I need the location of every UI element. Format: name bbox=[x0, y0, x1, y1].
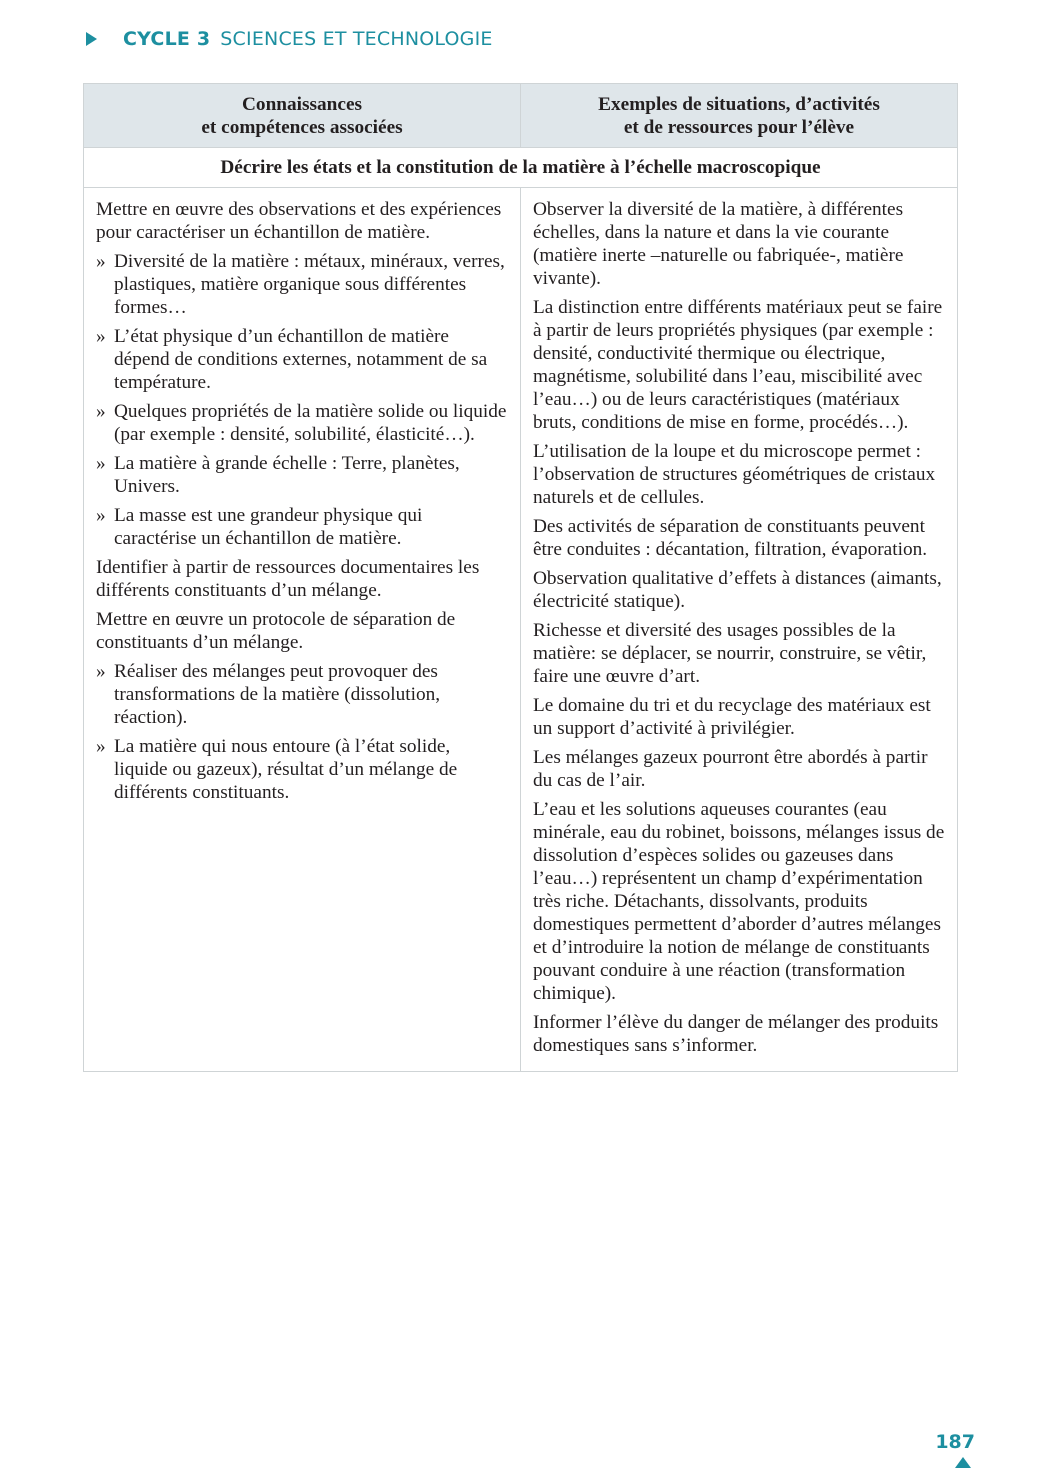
knowledge-cell bbox=[84, 188, 521, 1072]
column-header-examples bbox=[521, 84, 958, 148]
knowledge-paragraph: Identifier à partir de ressources documentaires les différents constituants d’un mélange. bbox=[96, 557, 480, 601]
column-header-line: Exemples de situations, d’activités bbox=[598, 94, 880, 115]
bullet-text: La matière qui nous entoure (à l’état solide, liquide ou gazeux), résultat d’un mélange de différents constituants. bbox=[114, 736, 458, 803]
example-paragraph: Les mélanges gazeux pourront être abordés à partir du cas de l’air. bbox=[533, 747, 928, 791]
examples-cell bbox=[521, 188, 958, 1072]
bullet-item bbox=[96, 325, 508, 394]
bullet-item bbox=[96, 452, 508, 498]
page-footer bbox=[915, 1431, 975, 1468]
column-header-line: Connaissances bbox=[242, 94, 362, 115]
bullet-marker: » bbox=[96, 326, 106, 347]
bullet-marker: » bbox=[96, 661, 106, 682]
example-paragraph: Le domaine du tri et du recyclage des matériaux est un support d’activité à privilégier. bbox=[533, 695, 931, 739]
example-paragraph: L’eau et les solutions aqueuses courantes (eau minérale, eau du robinet, boissons, mélanges issus de dissolution d’espèces solides ou gazeuses dans l’eau…) représentent un champ d’expérimentation très riche. Détachants, dissolvants, produits domestiques permettent d’aborder d’autres mélanges et d’introduire la notion de mélange de constituants pouvant conduire à une réaction (transformation chimique). bbox=[533, 799, 945, 1004]
bullet-marker: » bbox=[96, 453, 106, 474]
page-number: 187 bbox=[935, 1431, 975, 1453]
example-paragraph: Informer l’élève du danger de mélanger des produits domestiques sans s’informer. bbox=[533, 1012, 939, 1056]
running-header bbox=[86, 24, 493, 54]
bullet-text: Quelques propriétés de la matière solide ou liquide (par exemple : densité, solubilité, élasticité…). bbox=[114, 401, 507, 445]
bullet-text: L’état physique d’un échantillon de matière dépend de conditions externes, notamment de sa température. bbox=[114, 326, 488, 393]
bullet-text: La masse est une grandeur physique qui caractérise un échantillon de matière. bbox=[114, 505, 423, 549]
column-header-line: et compétences associées bbox=[201, 117, 403, 138]
program-table bbox=[83, 83, 958, 1072]
example-paragraph: Observer la diversité de la matière, à différentes échelles, dans la nature et dans la vie courante (matière inerte –naturelle ou fabriquée-, matière vivante). bbox=[533, 199, 904, 289]
bullet-marker: » bbox=[96, 505, 106, 526]
bullet-item bbox=[96, 250, 508, 319]
bullet-item bbox=[96, 400, 508, 446]
knowledge-paragraph: Mettre en œuvre un protocole de séparation de constituants d’un mélange. bbox=[96, 609, 456, 653]
play-arrow-icon bbox=[86, 32, 97, 46]
bullet-text: Diversité de la matière : métaux, minéraux, verres, plastiques, matière organique sous différentes formes… bbox=[114, 251, 505, 318]
triangle-up-icon bbox=[955, 1457, 971, 1468]
example-paragraph: Observation qualitative d’effets à distances (aimants, électricité statique). bbox=[533, 568, 942, 612]
subject-label: SCIENCES ET TECHNOLOGIE bbox=[220, 28, 493, 50]
bullet-text: La matière à grande échelle : Terre, planètes, Univers. bbox=[114, 453, 460, 497]
column-header-line: et de ressources pour l’élève bbox=[623, 117, 855, 138]
bullet-marker: » bbox=[96, 251, 106, 272]
bullet-text: Réaliser des mélanges peut provoquer des transformations de la matière (dissolution, réaction). bbox=[114, 661, 441, 728]
bullet-marker: » bbox=[96, 401, 106, 422]
content-row bbox=[84, 188, 958, 1072]
section-title: Décrire les états et la constitution de la matière à l’échelle macroscopique bbox=[84, 148, 958, 188]
bullet-marker: » bbox=[96, 736, 106, 757]
bullet-item bbox=[96, 660, 508, 729]
column-header-knowledge bbox=[84, 84, 521, 148]
knowledge-paragraph: Mettre en œuvre des observations et des expériences pour caractériser un échantillon de matière. bbox=[96, 199, 502, 243]
table-header-row bbox=[84, 84, 958, 148]
example-paragraph: L’utilisation de la loupe et du microscope permet : l’observation de structures géométriques de cristaux naturels et de cellules. bbox=[533, 441, 936, 508]
example-paragraph: La distinction entre différents matériaux peut se faire à partir de leurs propriétés physiques (par exemple : densité, conductivité thermique ou électrique, magnétisme, solubilité dans l’eau, miscibilité avec l’eau…) ou de leurs caractéristiques (matériaux bruts, conditions de mise en forme, procédés…). bbox=[533, 297, 943, 433]
example-paragraph: Richesse et diversité des usages possibles de la matière: se déplacer, se nourrir, construire, se vêtir, faire une œuvre d’art. bbox=[533, 620, 927, 687]
bullet-item bbox=[96, 504, 508, 550]
section-row bbox=[84, 148, 958, 188]
example-paragraph: Des activités de séparation de constituants peuvent être conduites : décantation, filtration, évaporation. bbox=[533, 516, 928, 560]
bullet-item bbox=[96, 735, 508, 804]
cycle-label: CYCLE 3 bbox=[123, 28, 211, 50]
